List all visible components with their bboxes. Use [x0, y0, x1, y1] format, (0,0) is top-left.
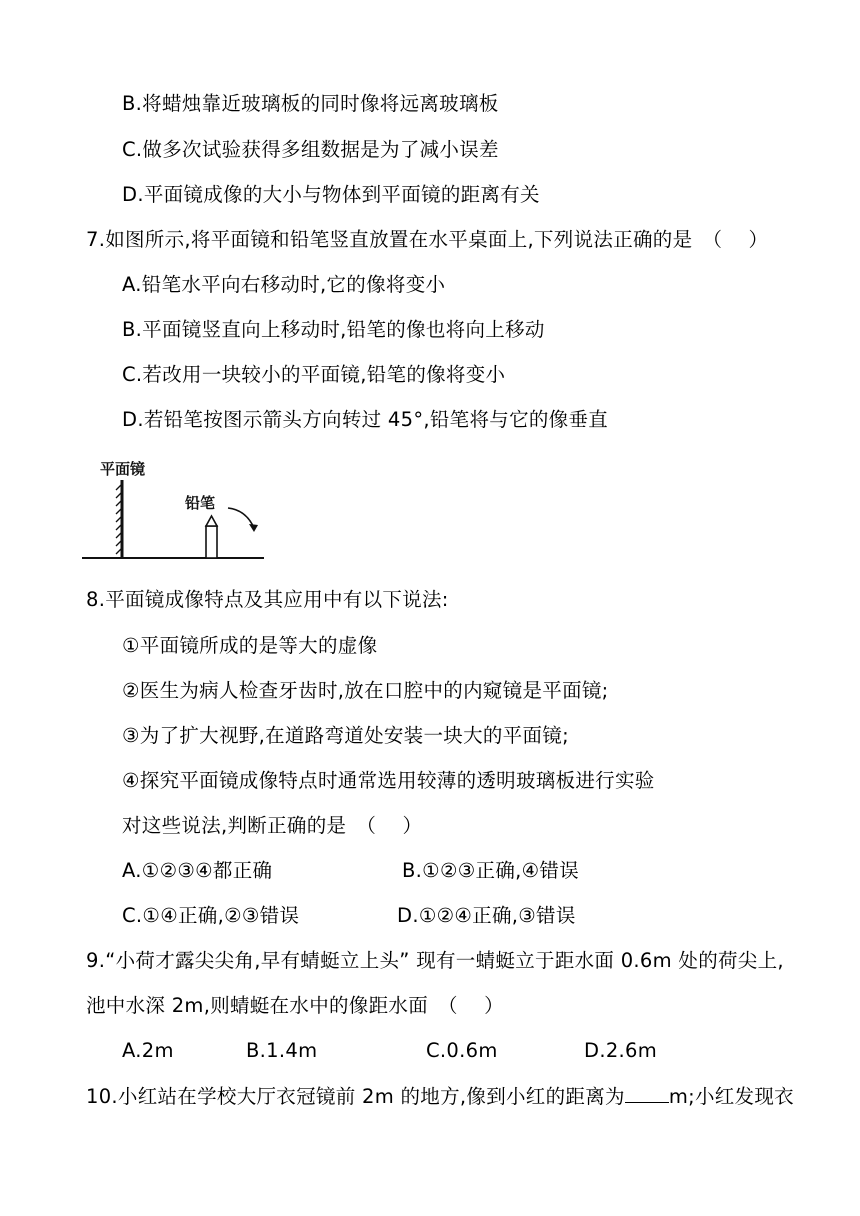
q9-option-a: A.2m: [122, 1039, 174, 1062]
q10-stem-part1: 10.小红站在学校大厅衣冠镜前 2m 的地方,像到小红的距离为: [86, 1085, 625, 1108]
q7-figure: [78, 452, 268, 564]
q7-option-c: C.若改用一块较小的平面镜,铅笔的像将变小: [122, 363, 506, 386]
mirror-label: 平面镜: [100, 460, 146, 478]
q8-prompt: 对这些说法,判断正确的是 （ ）: [122, 814, 423, 837]
rotation-arrow-icon: [228, 508, 258, 532]
q8-statement-3: ③为了扩大视野,在道路弯道处安装一块大的平面镜;: [122, 724, 569, 747]
q8-option-b: B.①②③正确,④错误: [402, 859, 580, 882]
q9-option-c: C.0.6m: [426, 1039, 498, 1062]
q8-statement-2: ②医生为病人检查牙齿时,放在口腔中的内窥镜是平面镜;: [122, 679, 609, 702]
q9-option-d: D.2.6m: [584, 1039, 658, 1062]
q10-stem: [86, 1082, 794, 1111]
q8-stem: 8.平面镜成像特点及其应用中有以下说法:: [86, 588, 449, 611]
q6-option-b: B.将蜡烛靠近玻璃板的同时像将远离玻璃板: [122, 92, 499, 115]
q9-option-b: B.1.4m: [246, 1039, 318, 1062]
q6-option-d: D.平面镜成像的大小与物体到平面镜的距离有关: [122, 183, 540, 206]
mirror-pencil-diagram: [78, 452, 268, 564]
pencil-icon: [206, 516, 217, 558]
q8-statement-4: ④探究平面镜成像特点时通常选用较薄的透明玻璃板进行实验: [122, 769, 655, 792]
q7-option-b: B.平面镜竖直向上移动时,铅笔的像也将向上移动: [122, 318, 545, 341]
q8-option-a: A.①②③④都正确: [122, 859, 273, 882]
pencil-label: 铅笔: [185, 494, 216, 512]
mirror-icon: [116, 480, 122, 558]
q10-answer-blank[interactable]: [625, 1082, 669, 1103]
q6-option-c: C.做多次试验获得多组数据是为了减小误差: [122, 138, 499, 161]
q9-stem-line2: 池中水深 2m,则蜻蜓在水中的像距水面 （ ）: [86, 994, 504, 1017]
q8-option-c: C.①④正确,②③错误: [122, 904, 300, 927]
q9-stem-line1: 9.“小荷才露尖尖角,早有蜻蜓立上头” 现有一蜻蜓立于距水面 0.6m 处的荷尖上,: [86, 949, 784, 972]
q8-statement-1: ①平面镜所成的是等大的虚像: [122, 634, 378, 657]
q7-stem: 7.如图所示,将平面镜和铅笔竖直放置在水平桌面上,下列说法正确的是 （ ）: [86, 228, 769, 251]
q10-stem-part2: m;小红发现衣: [668, 1085, 794, 1108]
q8-option-d: D.①②④正确,③错误: [397, 904, 576, 927]
q7-option-d: D.若铅笔按图示箭头方向转过 45°,铅笔将与它的像垂直: [122, 408, 609, 431]
q7-option-a: A.铅笔水平向右移动时,它的像将变小: [122, 273, 446, 296]
